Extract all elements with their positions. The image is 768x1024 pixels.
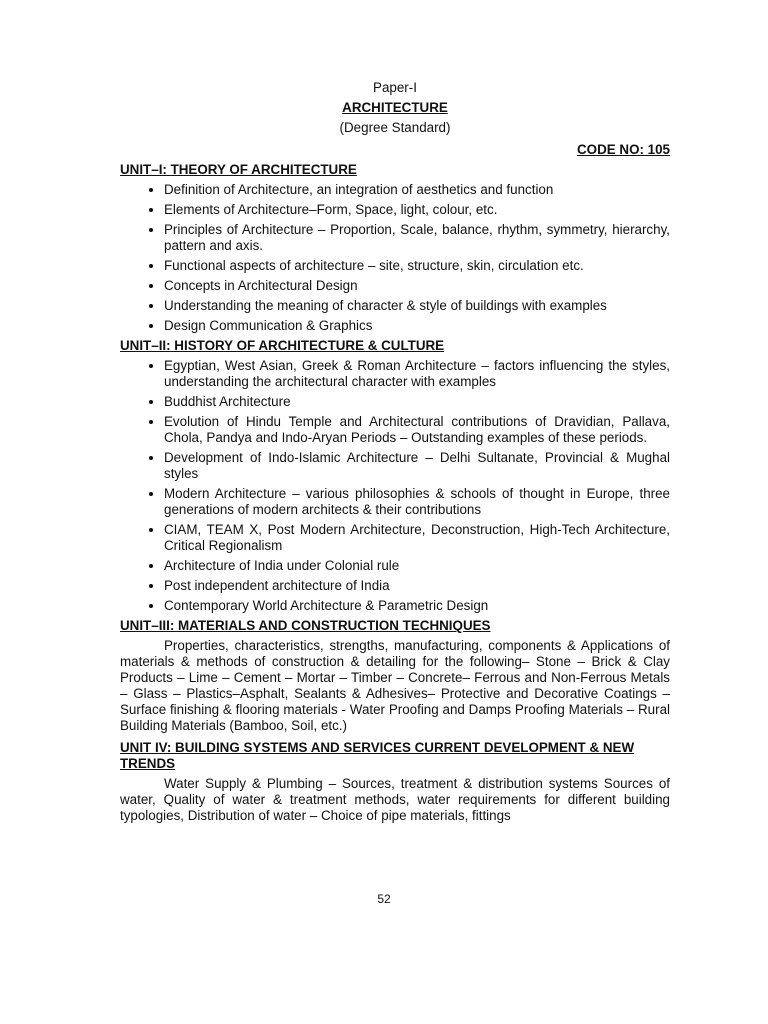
unit1-heading: UNIT–I: THEORY OF ARCHITECTURE: [120, 162, 357, 177]
list-item: • Definition of Architecture, an integration of aesthetics and function: [164, 182, 670, 198]
unit3-paragraph: Properties, characteristics, strengths, manufacturing, components & Applications of materials & methods of construction & detailing for the following– Stone – Brick & Clay Products – Lime – Cement – Mortar – Timber – Concrete– Ferrous and Non-Ferrous Metals – Glass – Plastics–Asphalt, Sealants & Adhesives– Protective and Decorative Coatings – Surface finishing & flooring materials - Water Proofing and Damps Proofing Materials – Rural Building Materials (Bamboo, Soil, etc.): [120, 638, 670, 733]
list-item: • Development of Indo-Islamic Architecture – Delhi Sultanate, Provincial & Mughal styles: [164, 450, 670, 482]
code-number: CODE NO: 105: [576, 142, 670, 157]
list-item: • CIAM, TEAM X, Post Modern Architecture, Deconstruction, High-Tech Architecture, Critical Regionalism: [164, 522, 670, 554]
list-item: • Modern Architecture – various philosophies & schools of thought in Europe, three generations of modern architects & their contributions: [164, 486, 670, 518]
list-item: • Evolution of Hindu Temple and Architectural contributions of Dravidian, Pallava, Chola, Pandya and Indo-Aryan Periods – Outstanding examples of these periods.: [164, 414, 670, 446]
list-item: • Elements of Architecture–Form, Space, light, colour, etc.: [164, 202, 670, 218]
degree-standard: (Degree Standard): [339, 120, 451, 135]
list-item: • Principles of Architecture – Proportion, Scale, balance, rhythm, symmetry, hierarchy, pattern and axis.: [164, 222, 670, 254]
unit4-paragraph: Water Supply & Plumbing – Sources, treatment & distribution systems Sources of water, Quality of water & treatment methods, water requirements for different building typologies, Distribution of water – Choice of pipe materials, fittings: [120, 776, 670, 823]
list-item: • Egyptian, West Asian, Greek & Roman Architecture – factors influencing the styles, understanding the architectural character with examples: [164, 358, 670, 390]
list-item: • Design Communication & Graphics: [164, 318, 670, 334]
unit2-list: [120, 358, 670, 614]
list-item: • Buddhist Architecture: [164, 394, 670, 410]
list-item: • Concepts in Architectural Design: [164, 278, 670, 294]
unit2-heading: UNIT–II: HISTORY OF ARCHITECTURE & CULTURE: [120, 338, 445, 353]
list-item: • Understanding the meaning of character & style of buildings with examples: [164, 298, 670, 314]
unit1-list: [120, 182, 670, 334]
list-item: • Architecture of India under Colonial rule: [164, 558, 670, 574]
page-content: [120, 80, 670, 830]
unit3-heading: UNIT–III: MATERIALS AND CONSTRUCTION TECHNIQUES: [120, 618, 491, 633]
paper-label: Paper-I: [373, 80, 417, 95]
document-title: ARCHITECTURE: [342, 100, 448, 115]
list-item: • Functional aspects of architecture – site, structure, skin, circulation etc.: [164, 258, 670, 274]
page-number: 52: [377, 892, 391, 906]
list-item: • Post independent architecture of India: [164, 578, 670, 594]
list-item: • Contemporary World Architecture & Parametric Design: [164, 598, 670, 614]
unit4-heading: UNIT IV: BUILDING SYSTEMS AND SERVICES CURRENT DEVELOPMENT & NEW TRENDS: [120, 740, 635, 771]
